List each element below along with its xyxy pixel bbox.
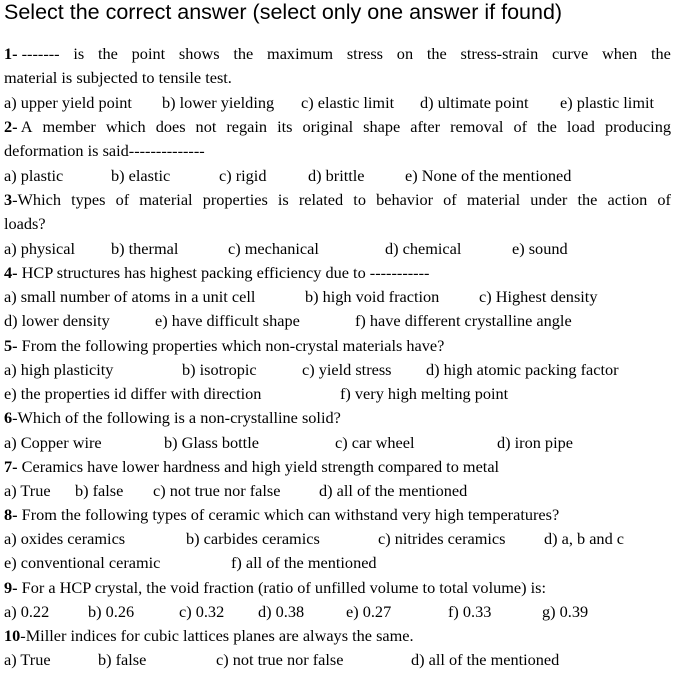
question-3-text-cont: loads? xyxy=(4,214,46,233)
question-6-options xyxy=(4,432,674,454)
option-f[interactable]: f) very high melting point xyxy=(340,384,509,403)
option-c[interactable]: c) 0.32 xyxy=(179,602,225,621)
question-1-options xyxy=(4,92,674,114)
option-f[interactable]: f) 0.33 xyxy=(448,602,492,621)
option-d[interactable]: d) ultimate point xyxy=(420,93,529,112)
option-a[interactable]: a) high plasticity xyxy=(4,360,114,379)
option-b[interactable]: b) 0.26 xyxy=(88,602,135,621)
question-5-options xyxy=(4,359,674,381)
question-number: 10 xyxy=(4,626,21,645)
question-8-options xyxy=(4,528,674,550)
option-d[interactable]: d) 0.38 xyxy=(258,602,305,621)
question-number: 5- xyxy=(4,336,18,355)
question-10-text: 10-Miller indices for cubic lattices planes are always the same. xyxy=(4,626,414,645)
option-a[interactable]: a) plastic xyxy=(4,166,64,185)
question-5-text: 5- From the following properties which non-crystal materials have? xyxy=(4,336,445,355)
option-d[interactable]: d) lower density xyxy=(4,311,110,330)
option-a[interactable]: a) physical xyxy=(4,239,75,258)
question-6-text: 6-Which of the following is a non-crystalline solid? xyxy=(4,408,341,427)
option-c[interactable]: c) rigid xyxy=(219,166,267,185)
question-4-options-row2 xyxy=(4,310,674,332)
option-e[interactable]: e) the properties id differ with direction xyxy=(4,384,262,403)
option-c[interactable]: c) car wheel xyxy=(335,433,415,452)
option-b[interactable]: b) elastic xyxy=(111,166,171,185)
option-e[interactable]: e) have difficult shape xyxy=(155,311,300,330)
option-e[interactable]: e) 0.27 xyxy=(346,602,392,621)
option-d[interactable]: d) chemical xyxy=(385,239,462,258)
option-f[interactable]: f) all of the mentioned xyxy=(231,553,377,572)
option-e[interactable]: e) None of the mentioned xyxy=(405,166,572,185)
option-e[interactable]: e) conventional ceramic xyxy=(4,553,161,572)
question-4-text: 4- HCP structures has highest packing efficiency due to ----------- xyxy=(4,263,430,282)
question-number: 3-Which xyxy=(4,190,61,209)
question-10-options xyxy=(4,649,674,671)
option-c[interactable]: c) not true nor false xyxy=(153,481,281,500)
question-number: 7- xyxy=(4,457,18,476)
option-d[interactable]: d) high atomic packing factor xyxy=(426,360,619,379)
question-number: 9- xyxy=(4,578,18,597)
option-b[interactable]: b) isotropic xyxy=(182,360,257,379)
question-number: 8- xyxy=(4,505,18,524)
option-a[interactable]: a) small number of atoms in a unit cell xyxy=(4,287,256,306)
option-b[interactable]: b) carbides ceramics xyxy=(186,529,320,548)
option-b[interactable]: b) thermal xyxy=(111,239,179,258)
question-5-options-row2 xyxy=(4,383,674,405)
question-number: 4- xyxy=(4,263,18,282)
option-b[interactable]: b) Glass bottle xyxy=(164,433,259,452)
option-c[interactable]: c) nitrides ceramics xyxy=(378,529,506,548)
question-4-options xyxy=(4,286,674,308)
question-1-text-cont: material is subjected to tensile test. xyxy=(4,68,232,87)
question-8-text: 8- From the following types of ceramic which can withstand very high temperatures? xyxy=(4,505,560,524)
question-2-text: 2- A member which does not regain its original shape after removal of the load producing xyxy=(4,117,671,136)
option-f[interactable]: f) have different crystalline angle xyxy=(355,311,572,330)
option-g[interactable]: g) 0.39 xyxy=(542,602,589,621)
option-b[interactable]: b) false xyxy=(98,650,147,669)
option-a[interactable]: a) True xyxy=(4,481,51,500)
option-c[interactable]: c) Highest density xyxy=(479,287,598,306)
question-number: 1- ------- xyxy=(4,44,60,63)
question-1-text: 1- ------- is the point shows the maximum stress on the stress-strain curve when the xyxy=(4,44,671,63)
option-b[interactable]: b) high void fraction xyxy=(305,287,440,306)
question-2-options xyxy=(4,165,674,187)
option-d[interactable]: d) all of the mentioned xyxy=(319,481,468,500)
option-d[interactable]: d) brittle xyxy=(308,166,365,185)
option-a[interactable]: a) oxides ceramics xyxy=(4,529,126,548)
option-e[interactable]: e) plastic limit xyxy=(560,93,655,112)
question-3-options xyxy=(4,238,674,260)
question-number: 2- A xyxy=(4,117,33,136)
option-a[interactable]: a) True xyxy=(4,650,51,669)
option-c[interactable]: c) mechanical xyxy=(228,239,319,258)
option-b[interactable]: b) false xyxy=(75,481,124,500)
question-8-options-row2 xyxy=(4,552,674,574)
question-9-options xyxy=(4,601,674,623)
question-7-text: 7- Ceramics have lower hardness and high yield strength compared to metal xyxy=(4,457,500,476)
question-7-options xyxy=(4,480,674,502)
option-c[interactable]: c) yield stress xyxy=(302,360,392,379)
question-number: 6 xyxy=(4,408,13,427)
option-e[interactable]: e) sound xyxy=(512,239,568,258)
option-b[interactable]: b) lower yielding xyxy=(162,93,275,112)
question-2-text-cont: deformation is said-------------- xyxy=(4,141,205,160)
option-d[interactable]: d) a, b and c xyxy=(544,529,625,548)
option-d[interactable]: d) all of the mentioned xyxy=(411,650,560,669)
question-3-text: 3-Which types of material properties is related to behavior of material under the action of xyxy=(4,190,671,209)
option-a[interactable]: a) 0.22 xyxy=(4,602,50,621)
page-title: Select the correct answer (select only one answer if found) xyxy=(4,0,563,24)
option-a[interactable]: a) Copper wire xyxy=(4,433,102,452)
option-c[interactable]: c) elastic limit xyxy=(301,93,395,112)
option-d[interactable]: d) iron pipe xyxy=(497,433,573,452)
question-9-text: 9- For a HCP crystal, the void fraction (ratio of unfilled volume to total volume) is: xyxy=(4,578,546,597)
option-c[interactable]: c) not true nor false xyxy=(216,650,344,669)
option-a[interactable]: a) upper yield point xyxy=(4,93,132,112)
